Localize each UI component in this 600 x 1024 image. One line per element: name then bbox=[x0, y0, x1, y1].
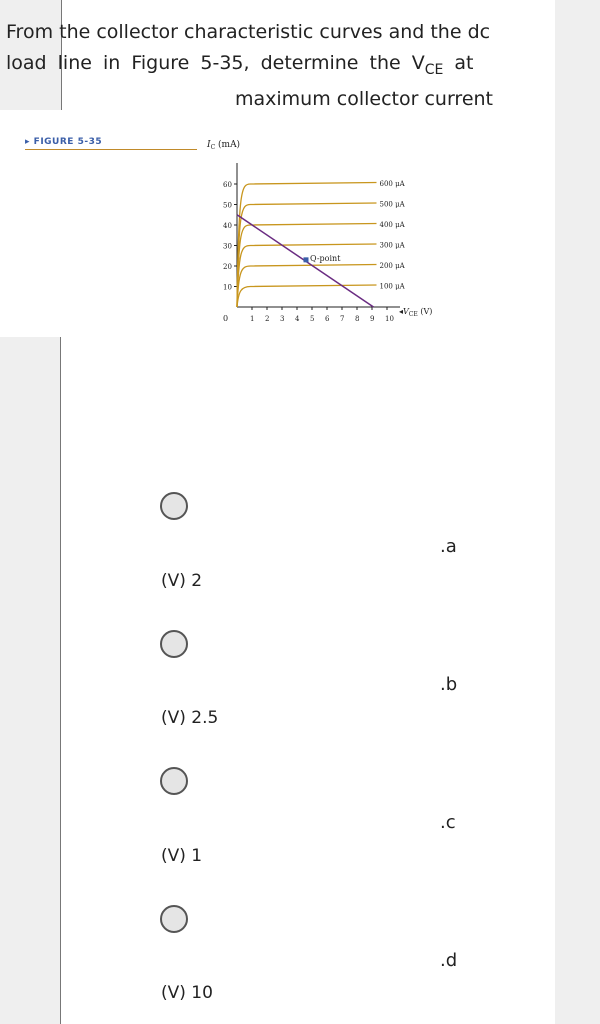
option-c-text[interactable]: (V) 1 bbox=[161, 846, 203, 866]
y-axis-label: $I_C$ (mA) bbox=[207, 140, 241, 151]
right-margin-strip bbox=[555, 0, 600, 1024]
curve-label: 200 μA bbox=[379, 262, 405, 270]
option-a-radio[interactable] bbox=[160, 492, 188, 520]
x-tick-label: 7 bbox=[340, 315, 345, 323]
characteristic-curve bbox=[237, 244, 377, 307]
x-tick-label: 2 bbox=[265, 315, 270, 323]
y-tick-label: 40 bbox=[223, 222, 232, 230]
y-tick-label: 10 bbox=[223, 283, 232, 292]
option-a-text[interactable]: (V) 2 bbox=[161, 571, 203, 591]
x-axis-arrow-icon: ◂ bbox=[399, 307, 404, 316]
collector-characteristic-chart bbox=[195, 133, 455, 333]
option-d-text[interactable]: (V) 10 bbox=[161, 983, 213, 1003]
figure-arrow-icon: ▸ bbox=[25, 137, 31, 147]
option-d-letter: .d bbox=[440, 950, 458, 971]
option-b-text[interactable]: (V) 2.5 bbox=[161, 708, 219, 728]
origin-label: 0 bbox=[223, 314, 229, 323]
curve-label: 600 μA bbox=[379, 180, 405, 188]
chart-layer bbox=[223, 163, 406, 323]
x-axis-label: $◂V_{CE}$ (V) bbox=[399, 307, 433, 318]
x-tick-label: 1 bbox=[250, 315, 255, 323]
question-line-1: From the collector characteristic curves and the dc bbox=[6, 21, 491, 43]
characteristic-curve bbox=[237, 285, 377, 307]
x-tick-label: 9 bbox=[370, 315, 375, 323]
figure-label bbox=[25, 137, 102, 147]
figure-rule bbox=[25, 149, 197, 150]
q-point-marker bbox=[304, 257, 309, 262]
y-tick-label: 30 bbox=[223, 242, 232, 251]
question-line-2-text: load line in Figure 5-35, determine the V bbox=[6, 52, 425, 74]
option-a-letter: .a bbox=[440, 536, 457, 557]
q-point-label: Q-point bbox=[310, 253, 341, 263]
vce-subscript: CE bbox=[424, 62, 444, 78]
option-c-radio[interactable] bbox=[160, 767, 188, 795]
x-tick-label: 3 bbox=[280, 315, 285, 323]
curve-label: 400 μA bbox=[379, 221, 405, 229]
y-tick-label: 50 bbox=[223, 201, 232, 210]
x-tick-label: 4 bbox=[295, 315, 300, 323]
x-tick-label: 10 bbox=[385, 315, 394, 323]
option-b-letter: .b bbox=[440, 674, 458, 695]
x-tick-label: 5 bbox=[310, 315, 315, 323]
option-d-radio[interactable] bbox=[160, 905, 188, 933]
figure-label-text: FIGURE 5-35 bbox=[33, 137, 103, 147]
curve-label: 100 μA bbox=[379, 282, 405, 291]
x-tick-label: 8 bbox=[355, 315, 360, 323]
y-tick-label: 20 bbox=[223, 263, 232, 271]
curve-label: 500 μA bbox=[379, 200, 405, 209]
y-tick-label: 60 bbox=[223, 181, 232, 189]
question-line-2-end: at bbox=[443, 52, 474, 74]
question-line-2 bbox=[6, 51, 474, 77]
characteristic-curve bbox=[237, 203, 377, 307]
curve-label: 300 μA bbox=[379, 241, 405, 250]
option-c-letter: .c bbox=[440, 812, 456, 833]
option-b-radio[interactable] bbox=[160, 630, 188, 658]
left-gutter bbox=[0, 337, 60, 1024]
x-tick-label: 6 bbox=[325, 315, 330, 323]
left-divider bbox=[60, 337, 61, 1024]
question-line-3: maximum collector current bbox=[235, 88, 494, 110]
